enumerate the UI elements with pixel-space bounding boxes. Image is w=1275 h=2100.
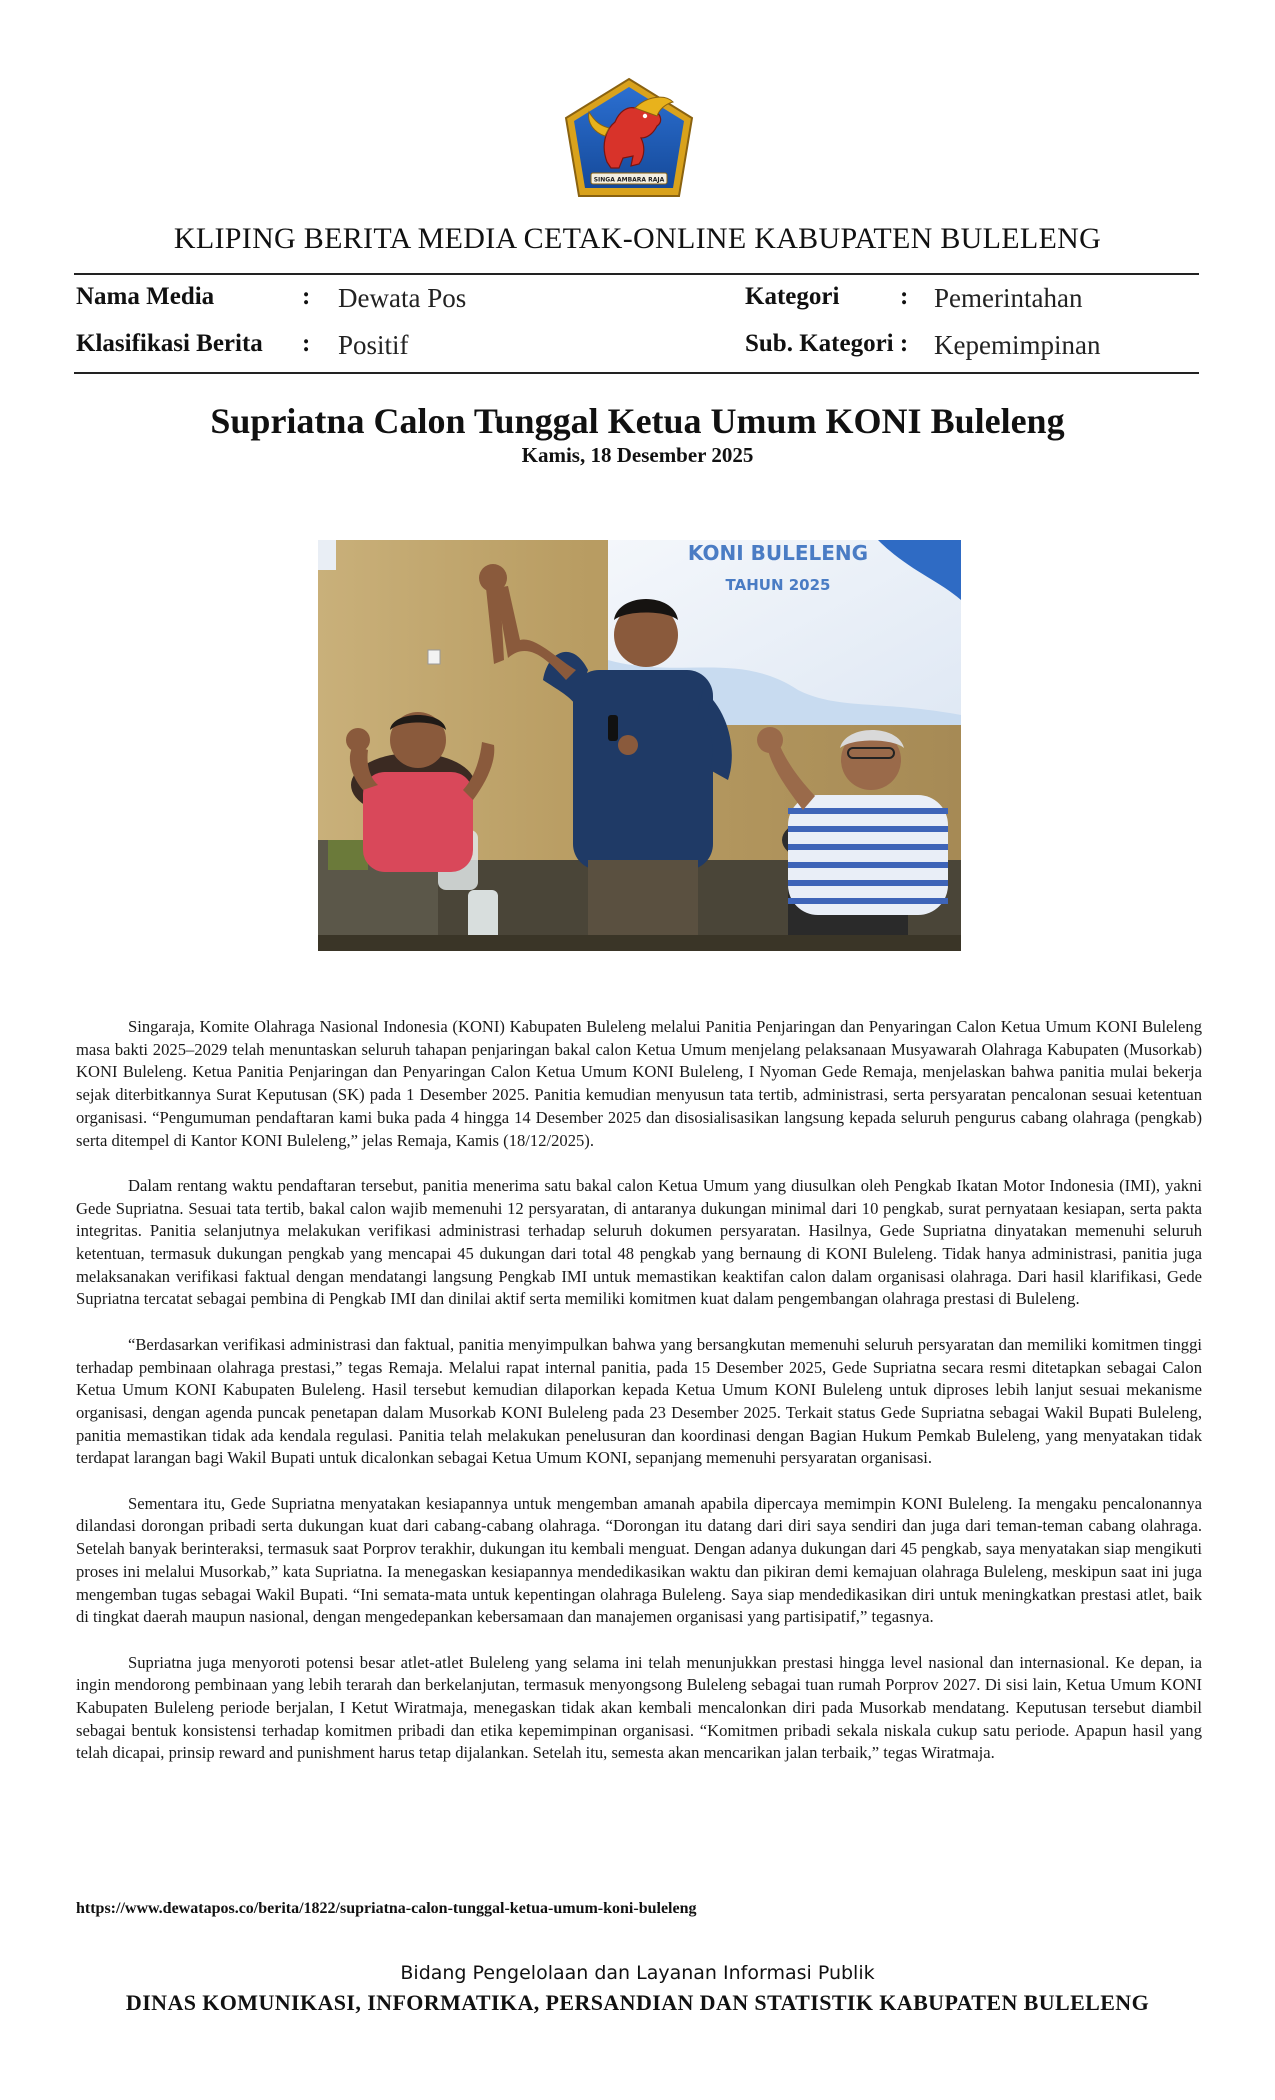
sub-kategori-label: Sub. Kategori : [745,330,909,357]
article-paragraph: Sementara itu, Gede Supriatna menyatakan kesiapannya untuk mengemban amanah apabila dipercaya memimpin KONI Buleleng. Ia mengaku pencalonannya dilandasi dorongan pribadi serta dukungan kuat dari cabang-cabang olahraga. “Dorongan itu datang dari diri saya sendiri dan juga dari teman-teman cabang olahraga. Setelah banyak berinteraksi, termasuk saat Porprov terakhir, dukungan itu kembali menguat. Dengan adanya dukungan dari 45 pengkab, saya menyatakan siap mengikuti proses ini melalui Musorkab,” kata Supriatna. Ia menegaskan kesiapannya mendedikasikan waktu dan pikiran demi kemajuan olahraga Buleleng, meskipun saat ini juga mengemban tugas sebagai Wakil Bupati. “Ini semata-mata untuk kepentingan olahraga Buleleng. Saya siap mendedikasikan diri untuk meningkatkan prestasi atlet, baik di tingkat daerah maupun nasional, dengan mengedepankan kebersamaan dan manajemen organisasi yang partisipatif,” tegasnya. [76,1493,1202,1627]
screen-text-year: TAHUN 2025 [725,576,831,594]
kategori-value: Pemerintahan [934,283,1083,313]
media-value: Dewata Pos [338,283,467,313]
media-label: Nama Media [76,283,215,310]
crest-icon [561,76,697,200]
kliping-header-title: KLIPING BERITA MEDIA CETAK-ONLINE KABUPATEN BULELENG [173,222,1102,255]
article-title: Supriatna Calon Tunggal Ketua Umum KONI Buleleng [210,401,1065,441]
kategori-colon: : [900,283,909,310]
article-paragraph: Dalam rentang waktu pendaftaran tersebut, panitia menerima satu bakal calon Ketua Umum yang diusulkan oleh Pengkab Ikatan Motor Indonesia (IMI), yakni Gede Supriatna. Sesuai tata tertib, bakal calon wajib memenuhi 12 persyaratan, di antaranya dukungan minimal dari 10 pengkab, surat pernyataan kesiapan, serta pakta integritas. Panitia selanjutnya melakukan verifikasi administrasi terhadap seluruh dokumen persyaratan. Hasilnya, Gede Supriatna dinyatakan memenuhi seluruh ketentuan, termasuk dukungan pengkab yang mencapai 45 dukungan dari total 48 pengkab yang bernaung di KONI Buleleng. Tidak hanya administrasi, panitia juga melaksanakan verifikasi faktual dengan mendatangi langsung Pengkab IMI untuk memastikan keaktifan calon dalam organisasi olahraga. Dari hasil klarifikasi, Gede Supriatna tercatat sebagai pembina di Pengkab IMI dan dinilai aktif serta memiliki komitmen kuat dalam pengembangan olahraga prestasi di Buleleng. [76,1175,1202,1309]
meta-bottom-rule [74,372,1199,374]
klasifikasi-value: Positif [338,330,409,360]
article-date: Kamis, 18 Desember 2025 [521,443,754,467]
klasifikasi-label: Klasifikasi Berita [76,330,263,357]
photo-illustration [318,540,961,951]
media-colon: : [302,283,311,310]
article-paragraph: Supriatna juga menyoroti potensi besar atlet-atlet Buleleng yang selama ini telah menunjukkan prestasi hingga level nasional dan internasional. Ke depan, ia ingin mendorong pembinaan yang lebih terarah dan berkelanjutan, termasuk menyongsong Buleleng sebagai tuan rumah Porprov 2027. Di sisi lain, Ketua Umum KONI Kabupaten Buleleng periode berjalan, I Ketut Wiratmaja, menegaskan tidak akan kembali mencalonkan diri pada Musorkab mendatang. Keputusan tersebut diambil sebagai bentuk konsistensi terhadap komitmen pribadi dan etika kepemimpinan organisasi. “Komitmen pribadi sekala niskala cukup satu periode. Apapun hasil yang telah dicapai, prinsip reward and punishment harus tetap dijalankan. Setelah itu, semesta akan mencarikan jalan terbaik,” tegas Wiratmaja. [76,1652,1202,1763]
article-paragraph: “Berdasarkan verifikasi administrasi dan faktual, panitia menyimpulkan bahwa yang bersangkutan memenuhi seluruh persyaratan dan memiliki komitmen tinggi terhadap pembinaan olahraga prestasi,” tegas Remaja. Melalui rapat internal panitia, pada 15 Desember 2025, Gede Supriatna secara resmi ditetapkan sebagai Calon Ketua Umum KONI Kabupaten Buleleng. Hasil tersebut kemudian dilaporkan kepada Ketua Umum KONI Buleleng untuk diproses lebih lanjut sesuai mekanisme organisasi, dengan agenda puncak penetapan dalam Musorkab KONI Buleleng pada 23 Desember 2025. Terkait status Gede Supriatna sebagai Wakil Bupati Buleleng, panitia memastikan tidak ada kendala regulasi. Panitia telah melakukan penelusuran dan koordinasi dengan Bagian Hukum Pemkab Buleleng, yang menyatakan tidak terdapat larangan bagi Wakil Bupati untuk dicalonkan sebagai Ketua Umum KONI, sepanjang memenuhi persyaratan organisasi. [76,1334,1202,1468]
buleleng-crest-logo [561,76,697,200]
header-top-rule [74,273,1199,275]
sub-kategori-value: Kepemimpinan [934,330,1101,360]
source-url-link[interactable]: https://www.dewatapos.co/berita/1822/supriatna-calon-tunggal-ketua-umum-koni-buleleng [76,1900,697,1917]
kategori-label: Kategori [745,283,840,310]
article-photo [318,540,961,951]
article-paragraph: Singaraja, Komite Olahraga Nasional Indonesia (KONI) Kabupaten Buleleng melalui Panitia Penjaringan dan Penyaringan Calon Ketua Umum KONI Buleleng masa bakti 2025–2029 telah menuntaskan seluruh tahapan penjaringan bakal calon Ketua Umum menjelang pelaksanaan Musyawarah Olahraga Kabupaten (Musorkab) KONI Buleleng. Ketua Panitia Penjaringan dan Penyaringan Calon Ketua Umum KONI Buleleng, I Nyoman Gede Remaja, menjelaskan bahwa panitia mulai bekerja sejak diterbitkannya Surat Keputusan (SK) pada 1 Desember 2025. Panitia kemudian menyusun tata tertib, administrasi, serta persyaratan pencalonan sesuai ketentuan organisasi. “Pengumuman pendaftaran kami buka pada 4 hingga 14 Desember 2025 dan disosialisasikan langsung kepada seluruh pengurus cabang olahraga (pengkab) serta ditempel di Kantor KONI Buleleng,” jelas Remaja, Kamis (18/12/2025). [76,1017,1202,1150]
crest-caption: SINGA AMBARA RAJA [593,176,665,184]
klasifikasi-colon: : [302,330,311,357]
article-body [76,1016,1202,1788]
footer-agency-name: DINAS KOMUNIKASI, INFORMATIKA, PERSANDIAN DAN STATISTIK KABUPATEN BULELENG [125,1990,1150,2015]
screen-text-koni: KONI BULELENG [687,541,869,565]
footer-unit-name: Bidang Pengelolaan dan Layanan Informasi Publik [400,1962,875,1984]
